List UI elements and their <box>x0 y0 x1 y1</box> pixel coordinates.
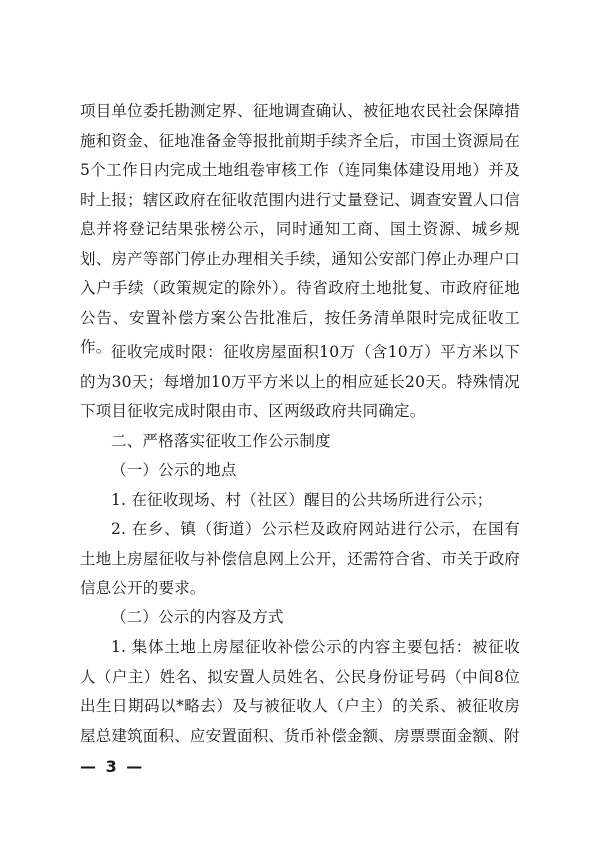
subheading-publicity-content: （二）公示的内容及方式 <box>111 608 284 626</box>
list-item-on-site-publicity: 1. 在征收现场、村（社区）醒目的公共场所进行公示； <box>111 491 493 509</box>
list-item-collective-land-publicity: 1. 集体土地上房屋征收补偿公示的内容主要包括：被征收人（户主）姓名、拟安置人员姓名、公民身份证号码（中间8位出生日期码以*略去）及与被征收人（户主）的关系、被征收房屋总建筑面积、应安置面积、货币补偿金额、房票票面金额、附 <box>80 638 520 745</box>
page-number: — 3 — <box>80 757 145 776</box>
list-item-online-publicity: 2. 在乡、镇（街道）公示栏及政府网站进行公示，在国有土地上房屋征收与补偿信息网上公开，还需符合省、市关于政府信息公开的要求。 <box>80 520 520 597</box>
section-heading-publicity-system: 二、严格落实征收工作公示制度 <box>111 432 331 450</box>
subheading-publicity-location: （一）公示的地点 <box>111 461 237 479</box>
paragraph-completion-deadline: 征收完成时限：征收房屋面积10万（含10万）平方米以下的为30天；每增加10万平方米以上的相应延长20天。特殊情况下项目征收完成时限由市、区两级政府共同确定。 <box>80 343 520 420</box>
paragraph-land-approval-procedure: 项目单位委托勘测定界、征地调查确认、被征地农民社会保障措施和资金、征地准备金等报批前期手续齐全后，市国土资源局在5个工作日内完成土地组卷审核工作（连同集体建设用地）并及时上报；辖区政府在征收范围内进行丈量登记、调查安置人口信息并将登记结果张榜公示，同时通知工商、国土资源、城乡规划、房产等部门停止办理相关手续，通知公安部门停止办理户口入户手续（政策规定的除外）。待省政府土地批复、市政府征地公告、安置补偿方案公告批准后，按任务清单限时完成征收工作。 <box>80 102 520 356</box>
